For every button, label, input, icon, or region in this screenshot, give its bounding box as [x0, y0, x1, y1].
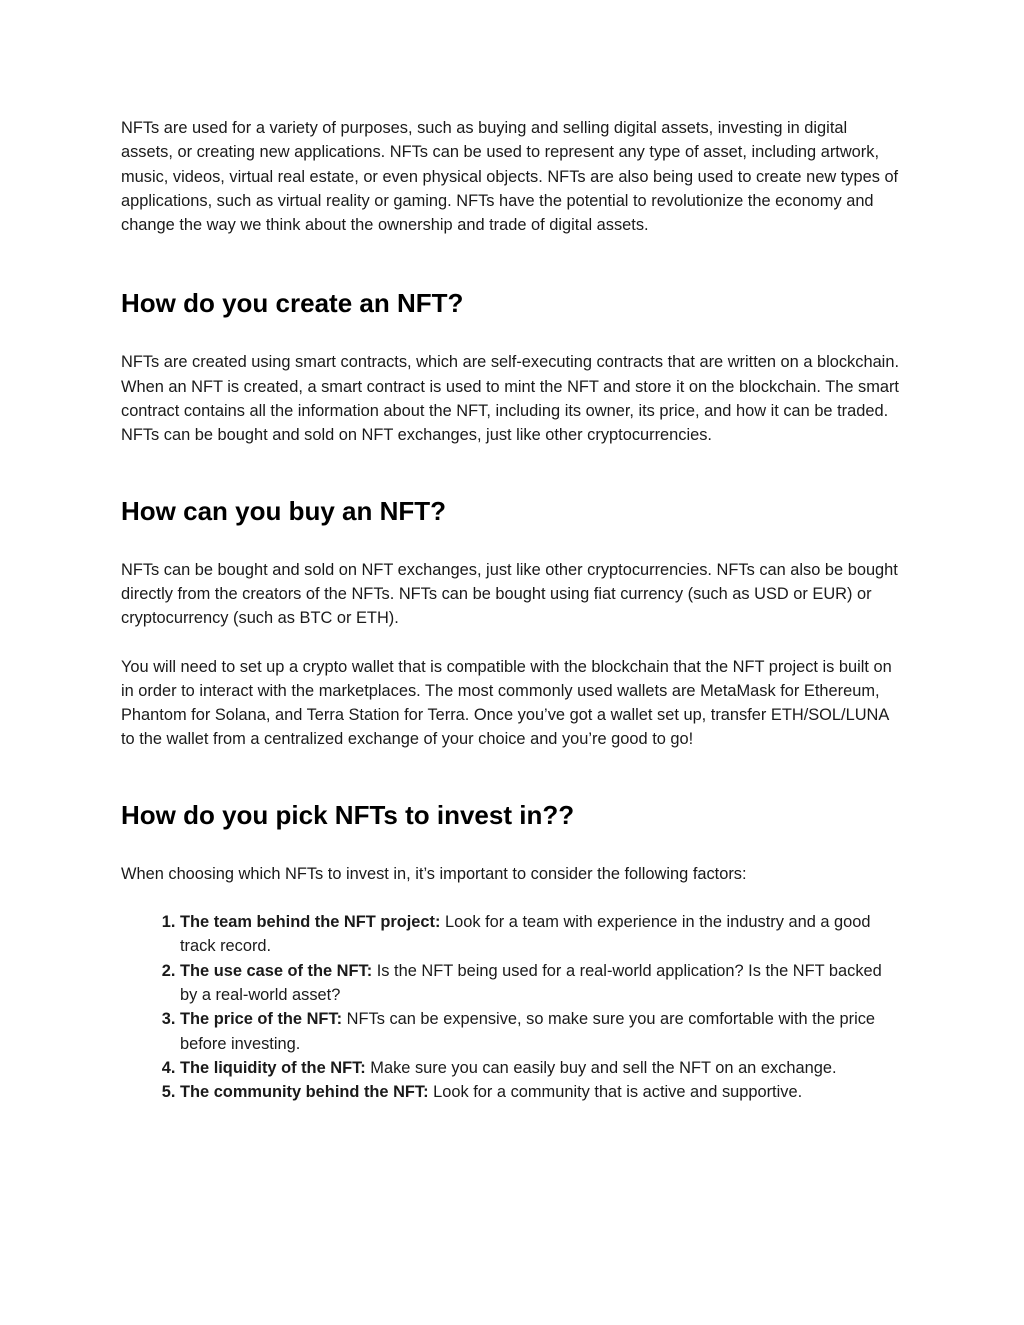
buy-nft-paragraph-2: You will need to set up a crypto wallet that is compatible with the blockchain that the NFT project is built on in order to interact with the marketplaces. The most commonly used wallets are MetaMask for Ethereum, Phantom for Solana, and Terra Station for Terra. Once you’ve got a wallet set up, transfer ETH/SOL/LUNA to the wallet from a centralized exchange of your choice and you’re good to go! — [121, 657, 892, 749]
buy-nft-paragraph-1: NFTs can be bought and sold on NFT exchanges, just like other cryptocurrencies. NFTs can also be bought directly from the creators of the NFTs. NFTs can be bought using fiat currency (such as USD or EUR) or cryptocurrency (such as BTC or ETH). — [121, 560, 898, 628]
factors-list — [121, 910, 901, 1104]
factor-item-team — [180, 910, 901, 959]
factor-item-community — [180, 1080, 901, 1104]
factor-term: The community behind the NFT: — [180, 1083, 429, 1102]
factor-text: Look for a team with experience in the industry and a good track record. — [180, 913, 871, 956]
factor-item-use-case — [180, 959, 901, 1008]
factor-term: The team behind the NFT project: — [180, 913, 441, 932]
pick-nfts-intro: When choosing which NFTs to invest in, it’s important to consider the following factors: — [121, 864, 747, 883]
factor-term: The liquidity of the NFT: — [180, 1058, 366, 1077]
factor-text: Make sure you can easily buy and sell the NFT on an exchange. — [365, 1058, 837, 1077]
intro-paragraph: NFTs are used for a variety of purposes, such as buying and selling digital assets, investing in digital assets, or creating new applications. NFTs can be used to represent any type of asset, including artwork, music, videos, virtual real estate, or even physical objects. NFTs are also being used to create new types of applications, such as virtual reality or gaming. NFTs have the potential to revolutionize the economy and change the way we think about the ownership and trade of digital assets. — [121, 119, 899, 235]
create-nft-paragraph: NFTs are created using smart contracts, which are self-executing contracts that are written on a blockchain. When an NFT is created, a smart contract is used to mint the NFT and store it on the blockchain. The smart contract contains all the information about the NFT, including its owner, its price, and how it can be traded. NFTs can be bought and sold on NFT exchanges, just like other cryptocurrencies. — [121, 353, 899, 445]
factor-item-price — [180, 1007, 901, 1056]
factor-item-liquidity — [180, 1056, 901, 1080]
factor-term: The use case of the NFT: — [180, 961, 373, 980]
factor-text: Look for a community that is active and supportive. — [428, 1083, 803, 1102]
heading-create-nft: How do you create an NFT? — [121, 288, 464, 319]
factor-text: Is the NFT being used for a real-world application? Is the NFT backed by a real-world asset? — [180, 961, 882, 1004]
factor-text: NFTs can be expensive, so make sure you are comfortable with the price before investing. — [180, 1010, 876, 1053]
document-page — [121, 116, 901, 1104]
heading-pick-nfts: How do you pick NFTs to invest in?? — [121, 799, 575, 830]
factor-term: The price of the NFT: — [180, 1010, 343, 1029]
heading-buy-nft: How can you buy an NFT? — [121, 495, 447, 526]
